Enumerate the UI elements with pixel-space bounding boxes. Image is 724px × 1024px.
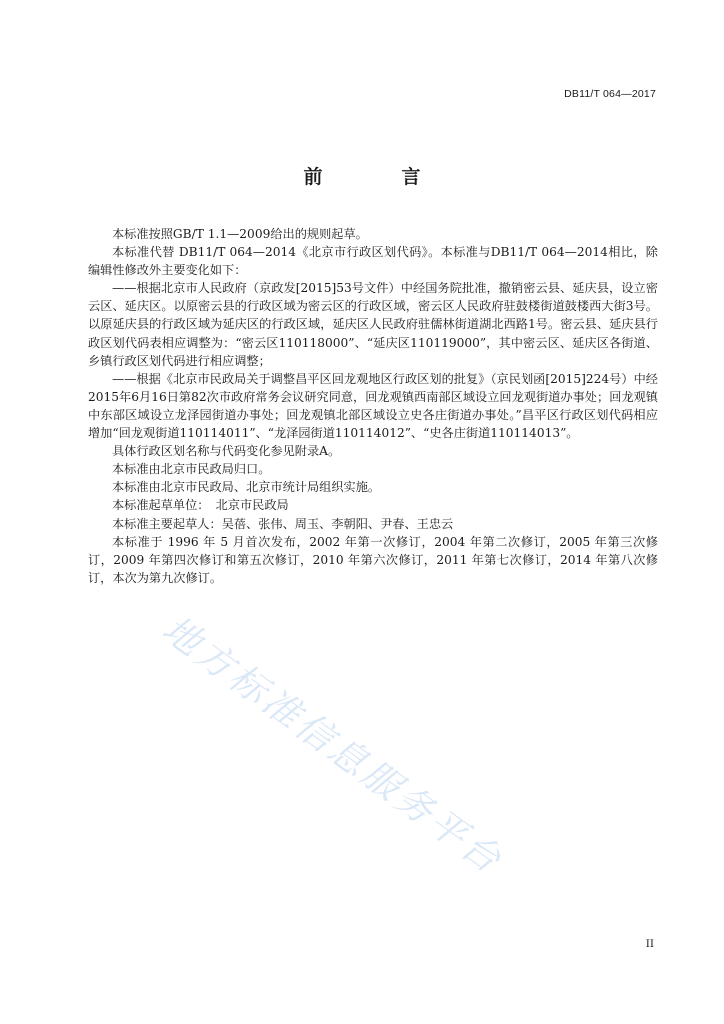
paragraph-implementing-org: 本标准由北京市民政局、北京市统计局组织实施。 xyxy=(112,480,381,495)
paragraph-responsible-org: 本标准由北京市民政局归口。 xyxy=(112,462,271,477)
foreword-body xyxy=(88,225,658,587)
page-title: 前 言 xyxy=(303,166,451,188)
paragraph-drafting-rules: 本标准按照GB/T 1.1—2009给出的规则起草。 xyxy=(112,227,368,241)
paragraph-replacement: 本标准代替 DB11/T 064—2014《北京市行政区划代码》。本标准与DB11/T 064—2014相比，除编辑性修改外主要变化如下： xyxy=(88,245,658,278)
watermark: 地方标准信息服务平台 xyxy=(154,607,512,884)
paragraph-appendix-ref: 具体行政区划名称与代码变化参见附录A。 xyxy=(112,444,341,459)
paragraph-change-huilongguan: ——根据《北京市民政局关于调整昌平区回龙观地区行政区划的批复》（京民划函[2015]224号）中经2015年6月16日第82次市政府常务会议研究同意，回龙观镇西南部区域设立回龙观街道办事处；回龙观镇中东部区域设立龙泽园街道办事处；回龙观镇北部区域设立史各庄街道办事处。”昌平区行政区划代码相应增加“回龙观街道110114011”、“龙泽园街道110114012”、“史各庄街道110114013”。 xyxy=(88,371,658,441)
page-number: II xyxy=(645,938,654,950)
paragraph-change-miyun-yanqing: ——根据北京市人民政府（京政发[2015]53号文件）中经国务院批准，撤销密云县、延庆县，设立密云区、延庆区。以原密云县的行政区域为密云区的行政区域，密云区人民政府驻鼓楼街道鼓楼西大街3号。以原延庆县的行政区域为延庆区的行政区域，延庆区人民政府驻儒林街道湖北西路1号。密云县、延庆县行政区划代码表相应调整为：“密云区110118000”、“延庆区110119000”，其中密云区、延庆区各街道、乡镇行政区划代码进行相应调整； xyxy=(88,281,658,368)
paragraph-drafters: 本标准主要起草人：吴蓓、张伟、周玉、李朝阳、尹春、王忠云 xyxy=(112,516,454,531)
paragraph-drafting-unit: 本标准起草单位： 北京市民政局 xyxy=(112,498,289,513)
paragraph-revision-history: 本标准于 1996 年 5 月首次发布，2002 年第一次修订，2004 年第二次修订，2005 年第三次修订，2009 年第四次修订和第五次修订，2010 年第六次修订，2011 年第七次修订，2014 年第八次修订，本次为第九次修订。 xyxy=(88,534,658,585)
document-number: DB11/T 064—2017 xyxy=(564,88,656,100)
